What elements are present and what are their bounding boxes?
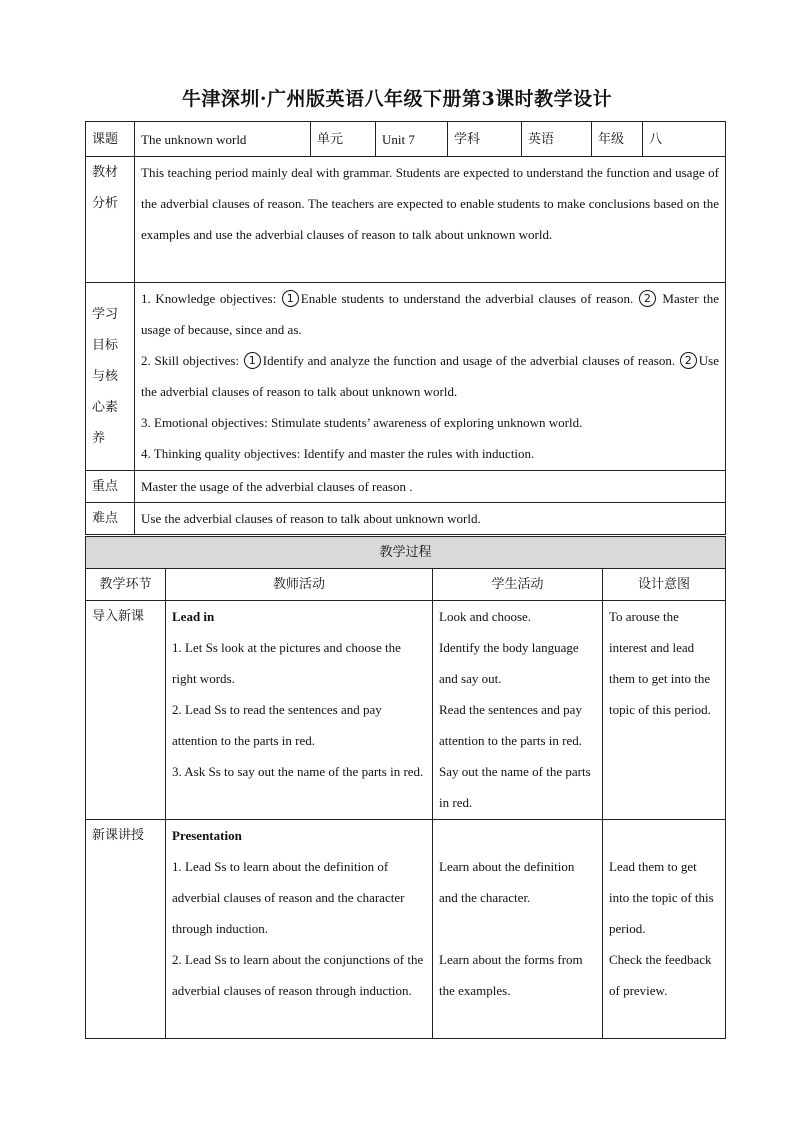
presentation-teacher: [166, 820, 433, 1039]
difficult-point-label: 难点: [86, 503, 135, 535]
lead-in-student-step-1: Look and choose.: [439, 609, 532, 624]
grade-label: 年级: [592, 122, 643, 157]
column-teacher-activity: 教师活动: [166, 569, 433, 601]
skill-point-1: Identify and analyze the function and usage of the adverbial clauses of reason.: [262, 353, 679, 368]
grade-value: 八: [643, 122, 726, 157]
lead-in-stage: 导入新课: [86, 601, 166, 820]
lead-in-teacher-step-2: 2. Lead Ss to read the sentences and pay attention to the parts in red.: [172, 702, 382, 748]
analysis-label-line-1: 教材: [92, 165, 119, 180]
presentation-student: [433, 820, 603, 1039]
lead-in-student-step-2: Identify the body language and say out.: [439, 640, 579, 686]
presentation-purpose-2: Check the feedback of preview.: [609, 952, 712, 998]
lead-in-title: Lead in: [172, 609, 215, 624]
objectives-label: [86, 283, 135, 471]
presentation-teacher-step-1: 1. Lead Ss to learn about the definition of adverbial clauses of reason and the character through induction.: [172, 859, 405, 936]
analysis-label: [86, 157, 135, 283]
analysis-text: This teaching period mainly deal with grammar. Students are expected to understand the function and usage of the adverbial clauses of reason. The teachers are expected to enable students to make conclusions based on the examples and use the adverbial clauses of reason to talk about unknown world.: [135, 157, 726, 283]
circled-number-1: 1: [282, 290, 299, 307]
circled-number-2: 2: [680, 352, 697, 369]
process-header: 教学过程: [86, 537, 726, 569]
topic-label: 课题: [86, 122, 135, 157]
key-point-row: [86, 471, 726, 503]
difficult-point-text: Use the adverbial clauses of reason to talk about unknown world.: [135, 503, 726, 535]
key-point-text: Master the usage of the adverbial clauses of reason .: [135, 471, 726, 503]
objectives-label-line-1: 学习: [92, 307, 119, 322]
presentation-purpose-1: Lead them to get into the topic of this period.: [609, 859, 714, 936]
lead-in-row: [86, 601, 726, 820]
presentation-student-step-1: Learn about the definition and the character.: [439, 859, 575, 905]
teaching-process-table: [85, 536, 726, 1039]
presentation-teacher-step-2: 2. Lead Ss to learn about the conjunctions of the adverbial clauses of reason through induction.: [172, 952, 424, 998]
circled-number-2: 2: [639, 290, 656, 307]
knowledge-point-1: Enable students to understand the adverbial clauses of reason.: [300, 291, 638, 306]
unit-value: Unit 7: [376, 122, 448, 157]
lead-in-teacher: [166, 601, 433, 820]
lead-in-teacher-step-1: 1. Let Ss look at the pictures and choose the right words.: [172, 640, 401, 686]
objectives-row: [86, 283, 726, 471]
process-header-row: [86, 537, 726, 569]
presentation-purpose: [603, 820, 726, 1039]
column-design-purpose: 设计意图: [603, 569, 726, 601]
objectives-label-line-3: 与核: [92, 369, 119, 384]
presentation-student-spacer: [439, 820, 596, 851]
presentation-student-step-2: Learn about the forms from the examples.: [439, 952, 583, 998]
objectives-label-line-2: 目标: [92, 338, 119, 353]
lead-in-student-step-4: Say out the name of the parts in red.: [439, 764, 591, 810]
column-stage: 教学环节: [86, 569, 166, 601]
lead-in-purpose: To arouse the interest and lead them to get into the topic of this period.: [603, 601, 726, 820]
column-student-activity: 学生活动: [433, 569, 603, 601]
analysis-row: [86, 157, 726, 283]
thinking-objectives: 4. Thinking quality objectives: Identify and master the rules with induction.: [141, 446, 535, 461]
lesson-info-table: [85, 121, 726, 535]
topic-value: The unknown world: [135, 122, 311, 157]
objectives-label-line-4: 心素: [92, 400, 119, 415]
skill-point-2: Use the adverbial clauses of reason to talk about unknown world.: [141, 353, 719, 399]
skill-objectives: [141, 345, 719, 407]
circled-number-1: 1: [244, 352, 261, 369]
topic-row: [86, 122, 726, 157]
subject-label: 学科: [448, 122, 522, 157]
objectives-text: [135, 283, 726, 471]
presentation-stage: 新课讲授: [86, 820, 166, 1039]
lead-in-student: [433, 601, 603, 820]
knowledge-prefix: 1. Knowledge objectives:: [141, 291, 281, 306]
process-columns-row: [86, 569, 726, 601]
skill-prefix: 2. Skill objectives:: [141, 353, 243, 368]
lead-in-teacher-step-3: 3. Ask Ss to say out the name of the parts in red.: [172, 764, 424, 779]
presentation-student-spacer: [439, 913, 596, 944]
unit-label: 单元: [311, 122, 376, 157]
page-title: 牛津深圳·广州版英语八年级下册第3课时教学设计: [181, 88, 613, 110]
presentation-row: [86, 820, 726, 1039]
knowledge-point-2: Master the usage of because, since and as.: [141, 291, 720, 337]
lead-in-student-step-3: Read the sentences and pay attention to the parts in red.: [439, 702, 582, 748]
key-point-label: 重点: [86, 471, 135, 503]
emotional-objectives: 3. Emotional objectives: Stimulate students’ awareness of exploring unknown world.: [141, 415, 583, 430]
objectives-label-line-5: 养: [92, 431, 106, 446]
difficult-point-row: [86, 503, 726, 535]
presentation-purpose-spacer: [609, 820, 719, 851]
analysis-label-line-2: 分析: [92, 196, 119, 211]
presentation-title: Presentation: [172, 828, 242, 843]
knowledge-objectives: [141, 283, 719, 345]
subject-value: 英语: [522, 122, 592, 157]
